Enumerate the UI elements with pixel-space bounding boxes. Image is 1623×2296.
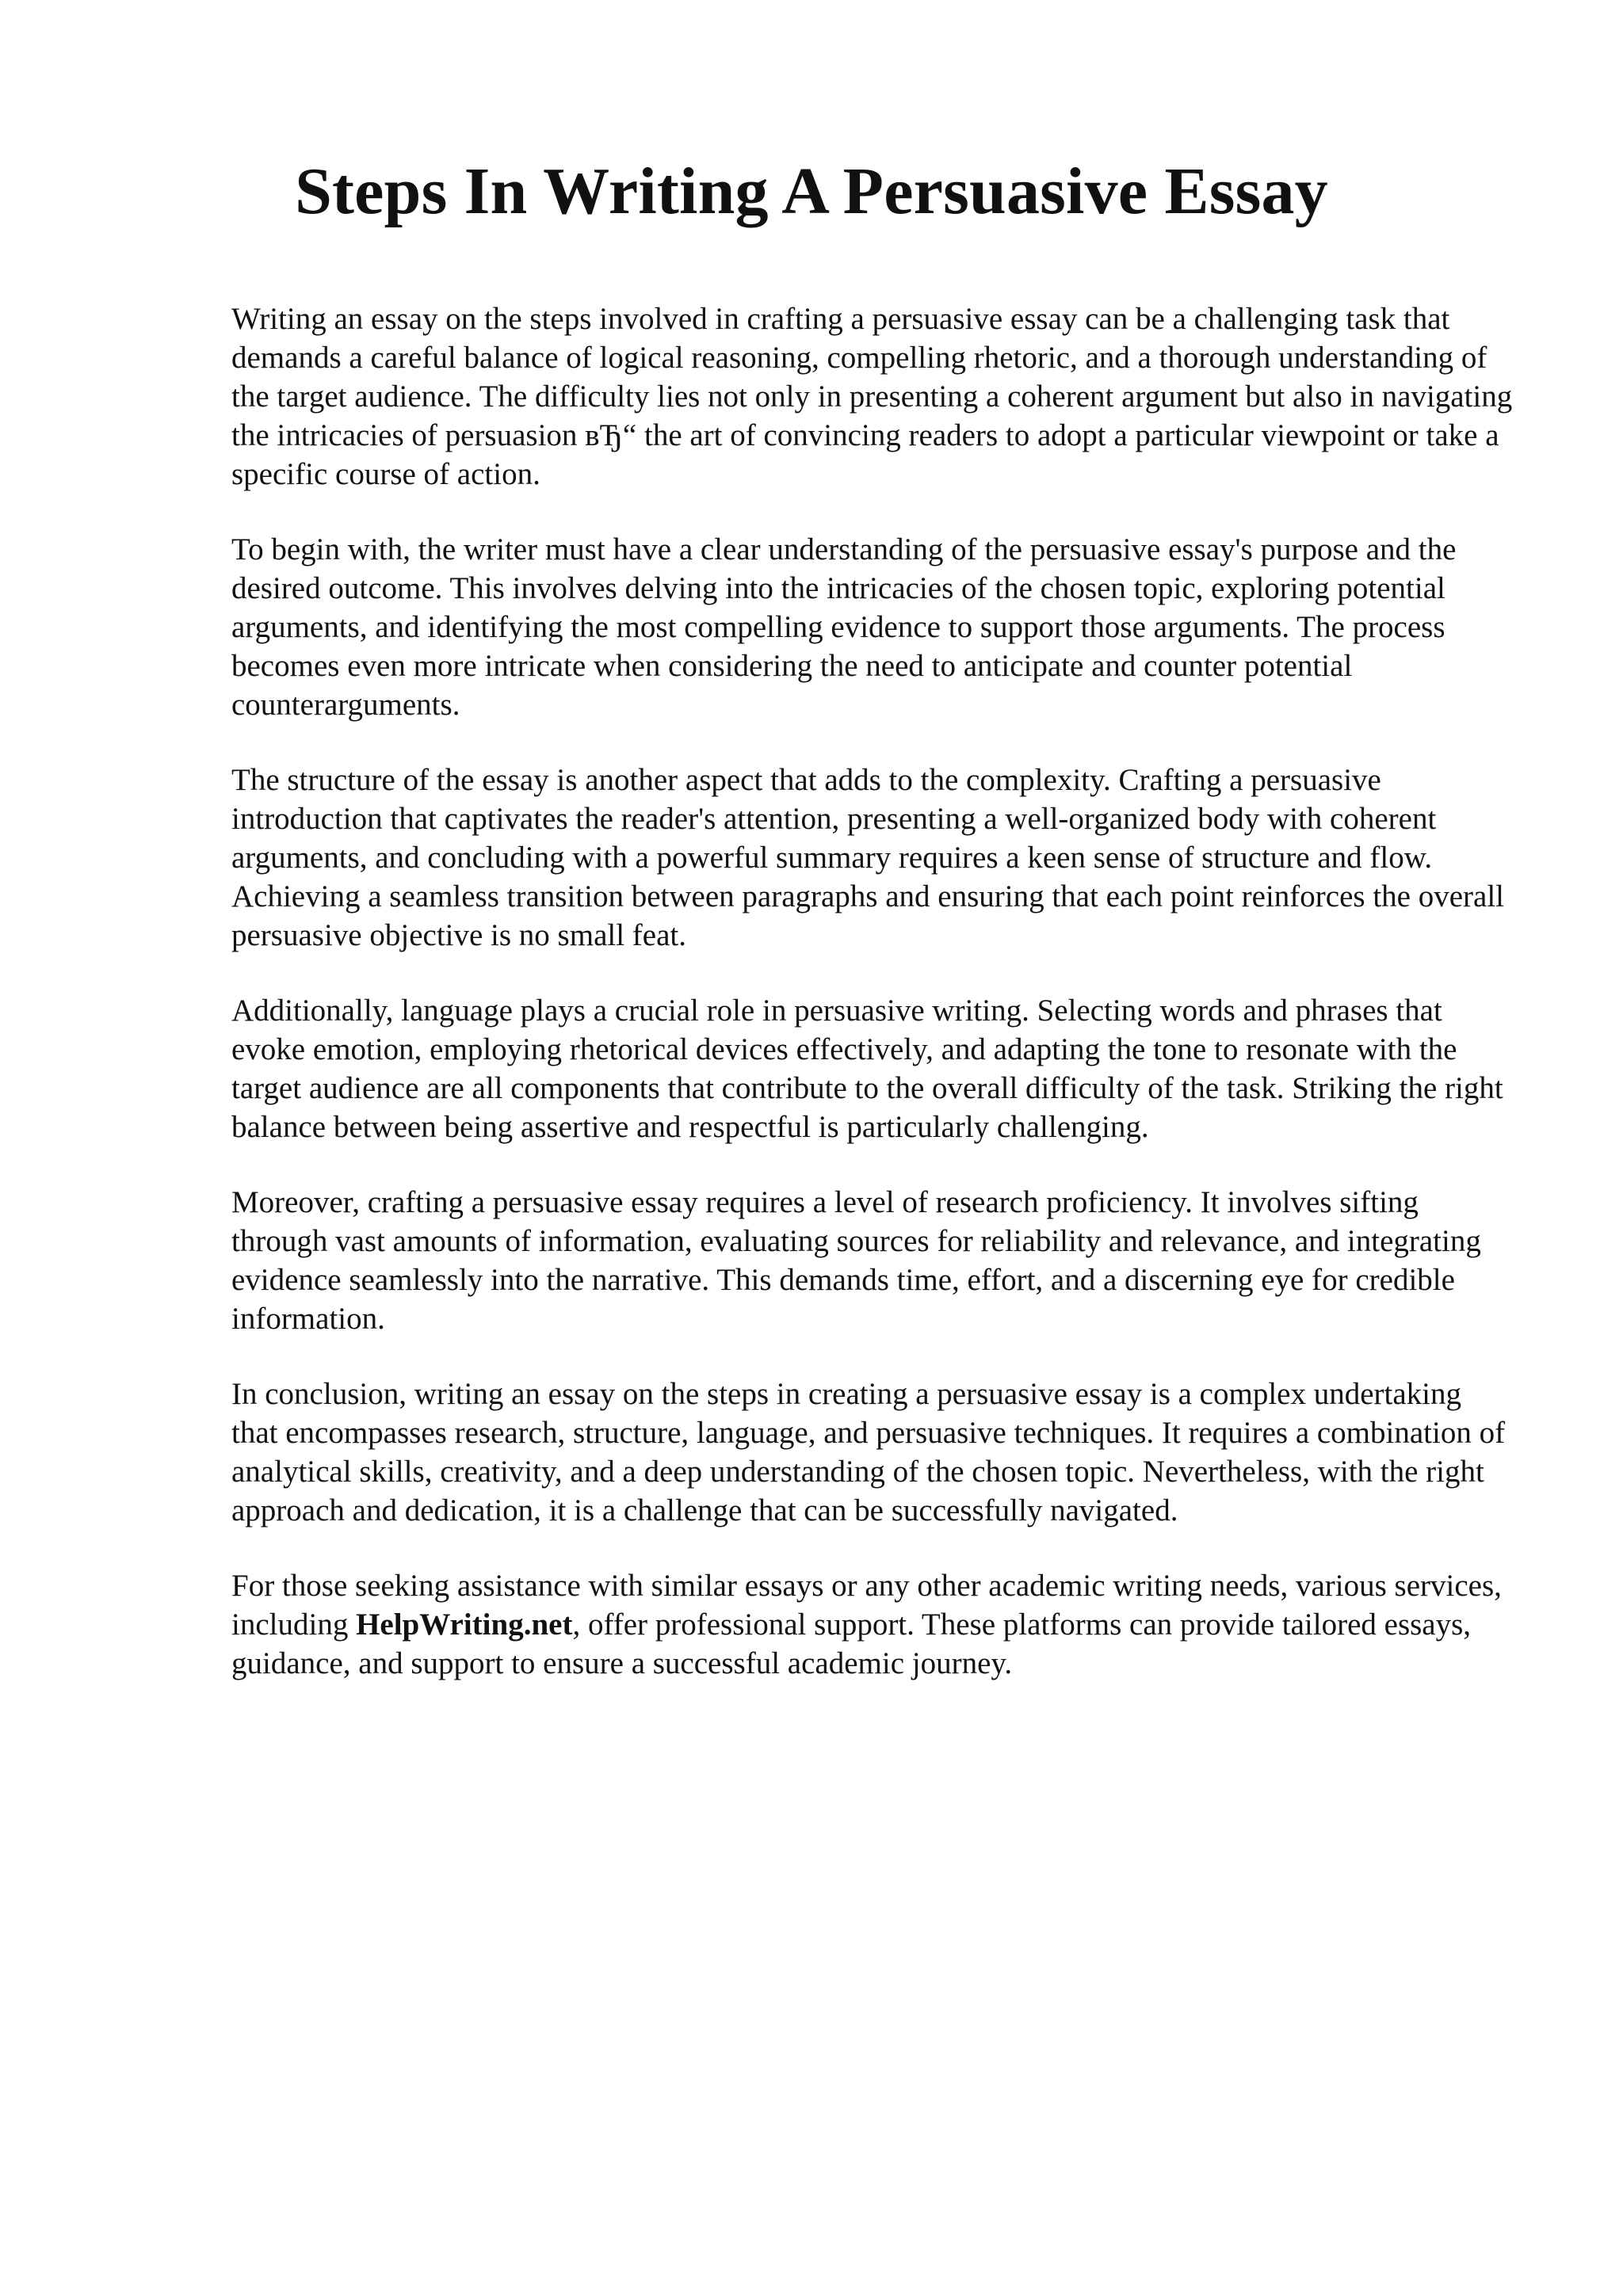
- closing-text-before: For those seeking assistance with similar essays or any other academic writing needs, various services, including: [231, 1569, 1502, 1642]
- paragraph-purpose: To begin with, the writer must have a clear understanding of the persuasive essay's purpose and the desired outcome. This involves delving into the intricacies of the chosen topic, exploring potential arguments, and identifying the most compelling evidence to support those arguments. The process becomes even more intricate when considering the need to anticipate and counter potential counterarguments.: [231, 532, 1457, 722]
- helpwriting-link[interactable]: HelpWriting.net: [356, 1608, 573, 1642]
- closing-text-after: , offer professional support. These platforms can provide tailored essays, guidance, and support to ensure a successful academic journey.: [231, 1608, 1472, 1680]
- paragraph-research: Moreover, crafting a persuasive essay requires a level of research proficiency. It involves sifting through vast amounts of information, evaluating sources for reliability and relevance, and integrating evidence seamlessly into the narrative. This demands time, effort, and a discerning eye for credible information.: [231, 1185, 1481, 1336]
- paragraph-closing: [231, 1566, 1515, 1683]
- paragraph-intro: Writing an essay on the steps involved in crafting a persuasive essay can be a challenging task that demands a careful balance of logical reasoning, compelling rhetoric, and a thorough understanding of the target audience. The difficulty lies not only in presenting a coherent argument but also in navigating the intricacies of persuasion вЂ“ the art of convincing readers to adopt a particular viewpoint or take a specific course of action.: [231, 302, 1513, 491]
- paragraph-structure: The structure of the essay is another aspect that adds to the complexity. Crafting a persuasive introduction that captivates the reader's attention, presenting a well-organized body with coherent arguments, and concluding with a powerful summary requires a keen sense of structure and flow. Achieving a seamless transition between paragraphs and ensuring that each point reinforces the overall persuasive objective is no small feat.: [231, 763, 1505, 952]
- document-body: [231, 299, 1515, 1683]
- page-title: Steps In Writing A Persuasive Essay: [295, 154, 1328, 228]
- paragraph-language: Additionally, language plays a crucial role in persuasive writing. Selecting words and phrases that evoke emotion, employing rhetorical devices effectively, and adapting the tone to resonate with the target audience are all components that contribute to the overall difficulty of the task. Striking the right balance between being assertive and respectful is particularly challenging.: [231, 994, 1503, 1144]
- paragraph-conclusion: In conclusion, writing an essay on the steps in creating a persuasive essay is a complex undertaking that encompasses research, structure, language, and persuasive techniques. It requires a combination of analytical skills, creativity, and a deep understanding of the chosen topic. Nevertheless, with the right approach and dedication, it is a challenge that can be successfully navigated.: [231, 1377, 1506, 1527]
